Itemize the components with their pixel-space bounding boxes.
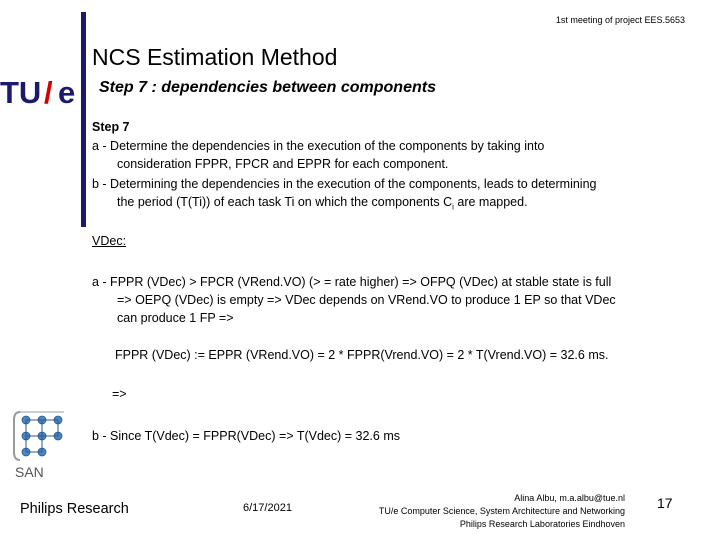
meeting-note: 1st meeting of project EES.5653 bbox=[555, 15, 685, 25]
footer-contact bbox=[340, 492, 625, 531]
item-b-line2 bbox=[92, 193, 692, 217]
san-logo bbox=[12, 408, 74, 480]
vdec-label: VDec: bbox=[92, 234, 127, 248]
step-title: Step 7 bbox=[92, 120, 130, 134]
item-b-line2-post: are mapped. bbox=[453, 195, 528, 209]
footer-date: 6/17/2021 bbox=[243, 502, 292, 514]
san-logo-text: SAN bbox=[15, 464, 44, 480]
item-b-subscript: i bbox=[452, 202, 454, 212]
logo-text-slash: / bbox=[44, 75, 53, 108]
footer-contact-line3: Philips Research Laboratories Eindhoven bbox=[459, 519, 625, 529]
item-a-line1: a - Determine the dependencies in the execution of the components by taking into bbox=[92, 139, 545, 153]
implies-arrow: => bbox=[112, 387, 127, 401]
slide-subtitle: Step 7 : dependencies between components bbox=[99, 79, 436, 96]
vdec-item-b: b - Since T(Vdec) = FPPR(VDec) => T(Vdec) = 32.6 ms bbox=[92, 429, 400, 443]
item-a bbox=[92, 137, 692, 173]
footer-org: Philips Research bbox=[20, 501, 129, 517]
formula: FPPR (VDec) := EPPR (VRend.VO) = 2 * FPPR(Vrend.VO) = 2 * T(Vrend.VO) = 32.6 ms. bbox=[115, 348, 609, 362]
footer-contact-line1: Alina Albu, m.a.albu@tue.nl bbox=[514, 493, 625, 503]
logo-text-tu: TU bbox=[0, 75, 42, 108]
logo-text-e: e bbox=[58, 75, 76, 108]
vdec-item-a-line1: a - FPPR (VDec) > FPCR (VRend.VO) (> = rate higher) => OFPQ (VDec) at stable state is full bbox=[92, 275, 612, 289]
item-b bbox=[92, 175, 692, 217]
item-b-line2-pre: the period (T(Ti)) of each task Ti on which the components C bbox=[117, 195, 453, 209]
vdec-item-a-line3: can produce 1 FP => bbox=[117, 311, 234, 325]
footer-contact-line2: TU/e Computer Science, System Architecture and Networking bbox=[378, 506, 625, 516]
vdec-item-a bbox=[92, 273, 692, 327]
vdec-item-a-line2: => OEPQ (VDec) is empty => VDec depends on VRend.VO to produce 1 EP so that VDec bbox=[117, 293, 616, 307]
page-number: 17 bbox=[657, 495, 673, 511]
item-a-line2: consideration FPPR, FPCR and EPPR for each component. bbox=[117, 157, 449, 171]
item-b-line1: b - Determining the dependencies in the execution of the components, leads to determining bbox=[92, 177, 597, 191]
title-accent-bar bbox=[81, 12, 86, 227]
tue-logo bbox=[0, 74, 82, 108]
slide-title: NCS Estimation Method bbox=[92, 44, 338, 70]
